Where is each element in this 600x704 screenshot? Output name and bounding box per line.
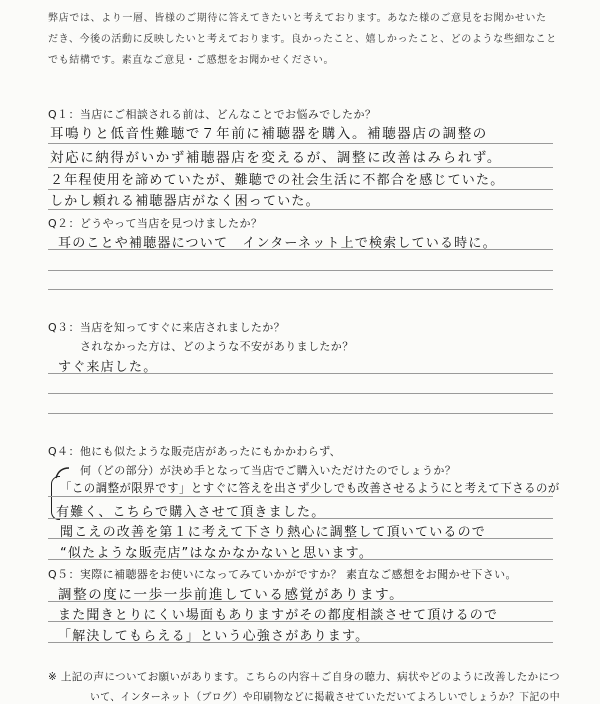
intro-line: だき、今後の活動に反映したいと考えております。良かったこと、嬉しかったこと、どのような些細なこと (48, 34, 557, 45)
answer-rule (48, 393, 553, 394)
answer-rule (48, 270, 553, 271)
answer-rule (48, 167, 553, 168)
answer-rule (48, 413, 553, 414)
q3-answer-line: すぐ来店した。 (58, 360, 158, 375)
intro-text (48, 8, 568, 71)
q4-answer-line: “似たような販売店”はなかなかないと思います。 (60, 546, 374, 561)
footer-note: ※ 上記の声についてお願いがあります。こちらの内容＋ご自身の聴力、病状やどのように改善したかにつ (48, 671, 561, 683)
q3-question: Q３：当店を知ってすぐに来店されましたか？ (48, 321, 286, 334)
answer-rule (48, 559, 553, 560)
q2-answer-line: 耳のことや補聴器について インターネット上で検索している時に。 (58, 236, 497, 251)
q2-question: Q２：どうやって当店を見つけましたか？ (48, 217, 263, 230)
answer-rule (48, 538, 553, 539)
answer-rule (48, 289, 553, 290)
answer-rule (48, 373, 553, 374)
q1-answer-line: しかし頼れる補聴器店がなく困っていた。 (50, 194, 320, 209)
q4-answer-line: 聞こえの改善を第１に考えて下さり熱心に調整して頂いているので (60, 525, 487, 540)
q5-answer-line: 調整の度に一歩一歩前進している感覚があります。 (58, 587, 405, 603)
q5-answer-line: 「解決してもらえる」という心強さがあります。 (58, 629, 370, 644)
q1-answer-line: 耳鳴りと低音性難聴で７年前に補聴器を購入。補聴器店の調整の (50, 126, 488, 142)
q5-answer-line: また聞きとりにくい場面もありますがその都度相談させて頂けるので (58, 608, 499, 623)
answer-rule (48, 249, 553, 250)
intro-line: でも結構です。素直なご意見・ご感想をお聞かせください。 (48, 55, 335, 66)
answer-rule (48, 209, 553, 210)
q4-answer-line: 「この調整が限界です」とすぐに答えを出さず少しでも改善させるようにと考えて下さるのが (60, 481, 560, 495)
q1-answer-line: 対応に納得がいかず補聴器店を変えるが、調整に改善はみられず。 (50, 150, 502, 166)
q4-subquestion: 何（どの部分）が決め手となって当店でご購入いただけたのでしょうか？ (80, 464, 457, 477)
q4-question: Q４：他にも似たような販売店があったにもかかわらず、 (48, 445, 342, 458)
answer-rule (48, 621, 553, 622)
q1-answer-line: ２年程使用を諦めていたが、難聴での社会生活に不都合を感じていた。 (50, 173, 505, 188)
answer-rule (48, 496, 553, 497)
answer-rule (48, 642, 553, 643)
answer-rule (48, 143, 553, 144)
q3-subquestion: されなかった方は、どのような不安がありましたか？ (80, 340, 354, 353)
intro-line: 弊店では、より一層、皆様のご期待に答えてきたいと考えております。あなた様のご意見をお聞かせいた (48, 13, 547, 24)
answer-rule (48, 601, 553, 602)
q4-answer-line: 有難く、こちらで購入させて頂きました。 (56, 505, 326, 520)
footer-note: いて、インターネット（ブログ）や印刷物などに掲載させていただいてよろしいでしょうか？下記の中 (90, 691, 561, 703)
q1-question: Q１：当店にご相談される前は、どんなことでお悩みでしたか？ (48, 108, 377, 121)
q5-question: Q５：実際に補聴器をお使いになってみていかがですか？ 素直なご感想をお聞かせ下さい。 (48, 568, 517, 581)
answer-rule (48, 518, 553, 519)
